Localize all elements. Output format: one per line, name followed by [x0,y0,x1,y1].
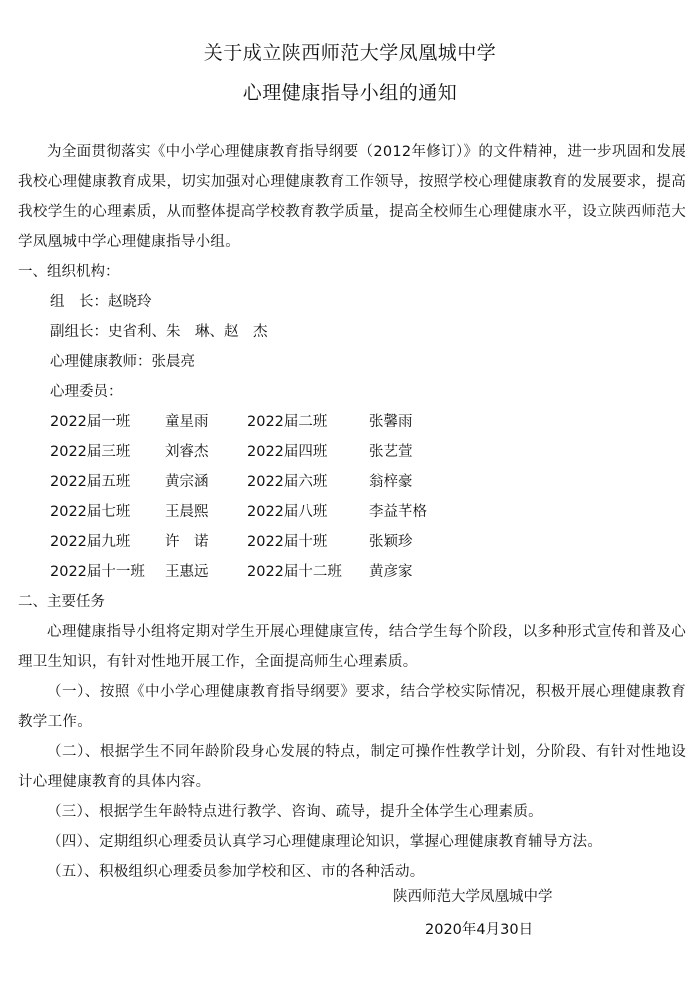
task-item-5: （五）、积极组织心理委员参加学校和区、市的各种活动。 [47,864,425,880]
title-line-2: 心理健康指导小组的通知 [242,82,458,104]
members-table [50,407,489,587]
class-cell: 2022届四班 [247,444,328,460]
class-cell: 2022届八班 [247,504,328,520]
table-row [50,527,489,557]
task-item-2: （二）、根据学生不同年龄阶段身心发展的特点，制定可操作性教学计划，分阶段、有针对性地设计心理健康教育的具体内容。 [18,744,686,790]
class-cell: 2022届十一班 [50,564,145,580]
class-cell: 2022届六班 [247,474,328,490]
task-item-1: （一）、按照《中小学心理健康教育指导纲要》要求，结合学校实际情况，积极开展心理健康教育教学工作。 [18,684,686,730]
student-cell: 王惠远 [165,564,209,580]
section1-heading: 一、组织机构： [18,264,120,280]
student-cell: 王晨熙 [165,504,209,520]
section2-heading: 二、主要任务 [18,594,105,610]
leader-line: 组 长：赵晓玲 [50,294,152,310]
table-row [50,437,489,467]
student-cell: 黄彦家 [369,564,413,580]
student-cell: 刘睿杰 [165,444,209,460]
deputy-leaders-line: 副组长：史省利、朱 琳、赵 杰 [50,324,268,340]
task-item-4: （四）、定期组织心理委员认真学习心理健康理论知识，掌握心理健康教育辅导方法。 [47,834,603,850]
notice-body [18,137,686,887]
table-row [50,497,489,527]
signature-organization: 陕西师范大学凤凰城中学 [393,889,553,905]
class-cell: 2022届一班 [50,414,131,430]
class-cell: 2022届五班 [50,474,131,490]
student-cell: 张艺萱 [369,444,413,460]
signature-date: 2020年4月30日 [425,922,534,938]
table-row [50,407,489,437]
student-cell: 许 诺 [165,534,209,550]
psych-teacher-line: 心理健康教师：张晨亮 [50,354,195,370]
student-cell: 翁梓豪 [369,474,413,490]
student-cell: 张馨雨 [369,414,413,430]
student-cell: 黄宗涵 [165,474,209,490]
student-cell: 李益芊格 [369,504,427,520]
members-label: 心理委员： [50,384,123,400]
class-cell: 2022届二班 [247,414,328,430]
table-row [50,557,489,587]
class-cell: 2022届七班 [50,504,131,520]
class-cell: 2022届十班 [247,534,328,550]
class-cell: 2022届三班 [50,444,131,460]
class-cell: 2022届十二班 [247,564,342,580]
task-item-3: （三）、根据学生年龄特点进行教学、咨询、疏导，提升全体学生心理素质。 [47,804,543,820]
table-row [50,467,489,497]
intro-paragraph: 为全面贯彻落实《中小学心理健康教育指导纲要（2012年修订）》的文件精神，进一步巩固和发展我校心理健康教育成果，切实加强对心理健康教育工作领导，按照学校心理健康教育的发展要求，提高我校学生的心理素质，从而整体提高学校教育教学质量，提高全校师生心理健康水平，设立陕西师范大学凤凰城中学心理健康指导小组。 [18,144,686,250]
student-cell: 童星雨 [165,414,209,430]
student-cell: 张颖珍 [369,534,413,550]
class-cell: 2022届九班 [50,534,131,550]
title-line-1: 关于成立陕西师范大学凤凰城中学 [203,42,497,64]
section2-intro: 心理健康指导小组将定期对学生开展心理健康宣传，结合学生每个阶段，以多种形式宣传和普及心理卫生知识，有针对性地开展工作，全面提高师生心理素质。 [18,624,686,670]
